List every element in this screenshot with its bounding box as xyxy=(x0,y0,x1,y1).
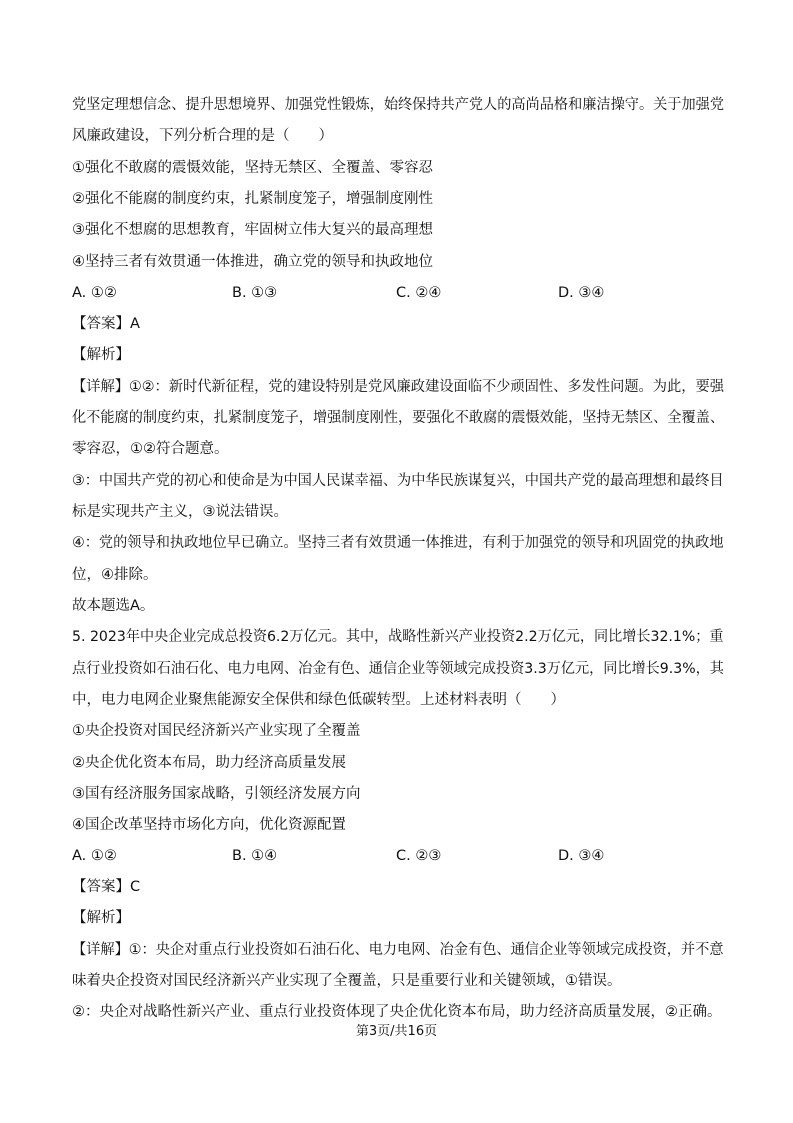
q4-stem-line-1: 党坚定理想信念、提升思想境界、加强党性锻炼，始终保持共产党人的高尚品格和廉洁操守。关于加强党 xyxy=(72,97,724,113)
q5-item-2: ②央企优化资本布局，助力经济高质量发展 xyxy=(72,755,346,771)
q5-stem-line-1: 5. 2023年中央企业完成总投资6.2万亿元。其中，战略性新兴产业投资2.2万亿元，同比增长32.1%；重 xyxy=(72,629,724,645)
q4-detail-line-2: 化不能腐的制度约束，扎紧制度笼子，增强制度刚性，要强化不敢腐的震慑效能，坚持无禁区、全覆盖、 xyxy=(72,410,724,426)
q4-detail-line-7: 位，④排除。 xyxy=(72,567,158,583)
q4-option-d: D. ③④ xyxy=(558,285,605,301)
q4-stem-line-2: 风廉政建设，下列分析合理的是（ ） xyxy=(72,128,333,144)
q5-analysis-heading: 【解析】 xyxy=(72,910,130,926)
q4-item-1: ①强化不敢腐的震慑效能，坚持无禁区、全覆盖、零容忍 xyxy=(72,160,433,176)
page-number-footer: 第3页/共16页 xyxy=(355,1024,438,1039)
q5-stem-line-3: 中，电力电网企业聚焦能源安全保供和绿色低碳转型。上述材料表明（ ） xyxy=(72,692,565,708)
q5-detail-line-2: 味着央企投资对国民经济新兴产业实现了全覆盖，只是重要行业和关键领域，①错误。 xyxy=(72,973,622,989)
q5-stem-line-2: 点行业投资如石油石化、电力电网、冶金有色、通信企业等领域完成投资3.3万亿元，同比增长9.3%，其 xyxy=(72,661,724,677)
q5-item-1: ①央企投资对国民经济新兴产业实现了全覆盖 xyxy=(72,723,361,739)
q4-detail-line-6: ④：党的领导和执政地位早已确立。坚持三者有效贯通一体推进，有利于加强党的领导和巩固党的执政地 xyxy=(72,535,724,551)
q4-item-3: ③强化不想腐的思想教育，牢固树立伟大复兴的最高理想 xyxy=(72,222,433,238)
q5-option-b: B. ①④ xyxy=(232,848,278,864)
q4-detail-line-3: 零容忍，①②符合题意。 xyxy=(72,441,229,457)
q5-detail-line-1: 【详解】①：央企对重点行业投资如石油石化、电力电网、冶金有色、通信企业等领域完成投资，并不意 xyxy=(72,942,724,958)
q4-detail-line-4: ③：中国共产党的初心和使命是为中国人民谋幸福、为中华民族谋复兴，中国共产党的最高理想和最终目 xyxy=(72,473,724,489)
q4-analysis-heading: 【解析】 xyxy=(72,347,130,363)
q5-item-3: ③国有经济服务国家战略，引领经济发展方向 xyxy=(72,786,361,802)
q4-answer: 【答案】A xyxy=(72,316,140,332)
q4-item-2: ②强化不能腐的制度约束，扎紧制度笼子，增强制度刚性 xyxy=(72,191,433,207)
q4-item-4: ④坚持三者有效贯通一体推进，确立党的领导和执政地位 xyxy=(72,254,433,270)
q4-detail-line-8: 故本题选A。 xyxy=(72,598,155,614)
q5-option-c: C. ②③ xyxy=(396,848,442,864)
q5-answer: 【答案】C xyxy=(72,879,141,895)
q5-option-a: A. ①② xyxy=(72,848,117,864)
q4-option-c: C. ②④ xyxy=(396,285,442,301)
q4-option-b: B. ①③ xyxy=(232,285,278,301)
q5-item-4: ④国企改革坚持市场化方向，优化资源配置 xyxy=(72,817,346,833)
q4-detail-line-1: 【详解】①②：新时代新征程，党的建设特别是党风廉政建设面临不少顽固性、多发性问题。为此，要强 xyxy=(72,379,724,395)
q5-detail-line-3: ②：央企对战略性新兴产业、重点行业投资体现了央企优化资本布局，助力经济高质量发展，②正确。 xyxy=(72,1004,722,1020)
q5-option-d: D. ③④ xyxy=(558,848,605,864)
q4-detail-line-5: 标是实现共产主义，③说法错误。 xyxy=(72,504,288,520)
q4-option-a: A. ①② xyxy=(72,285,117,301)
